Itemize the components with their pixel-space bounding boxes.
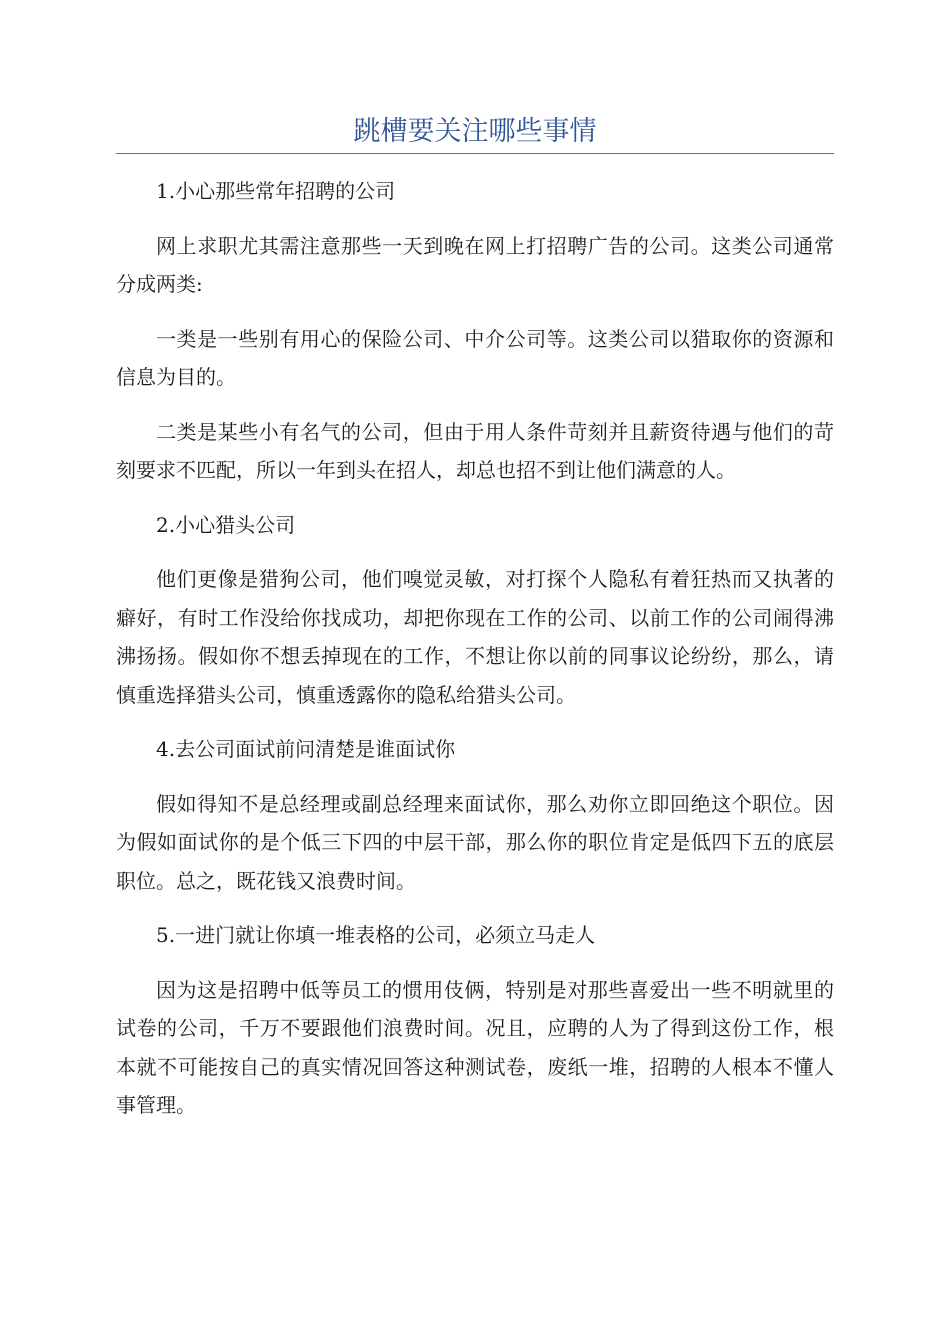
- paragraph: 他们更像是猎狗公司，他们嗅觉灵敏，对打探个人隐私有着狂热而又执著的癖好，有时工作没给你找成功，却把你现在工作的公司、以前工作的公司闹得沸沸扬扬。假如你不想丢掉现在的工作，不想让你以前的同事议论纷纷，那么，请慎重选择猎头公司，慎重透露你的隐私给猎头公司。: [116, 567, 834, 707]
- section-heading-5: 5.一进门就让你填一堆表格的公司，必须立马走人: [156, 923, 596, 947]
- section-heading-1: 1.小心那些常年招聘的公司: [156, 179, 396, 203]
- document-title: 跳槽要关注哪些事情: [353, 116, 597, 147]
- section-heading-2: 2.小心猎头公司: [156, 512, 296, 537]
- paragraph: 假如得知不是总经理或副总经理来面试你，那么劝你立即回绝这个职位。因为假如面试你的是个低三下四的中层干部，那么你的职位肯定是低四下五的底层职位。总之，既花钱又浪费时间。: [116, 791, 834, 893]
- paragraph: 二类是某些小有名气的公司，但由于用人条件苛刻并且薪资待遇与他们的苛刻要求不匹配，所以一年到头在招人，却总也招不到让他们满意的人。: [116, 419, 834, 482]
- document-body: [116, 172, 834, 1125]
- title-underline: [116, 153, 834, 154]
- paragraph: 因为这是招聘中低等员工的惯用伎俩，特别是对那些喜爱出一些不明就里的试卷的公司，千万不要跟他们浪费时间。况且，应聘的人为了得到这份工作，根本就不可能按自己的真实情况回答这种测试卷，废纸一堆，招聘的人根本不懂人事管理。: [116, 977, 834, 1117]
- section-heading-4: 4.去公司面试前问清楚是谁面试你: [156, 737, 456, 761]
- paragraph: 网上求职尤其需注意那些一天到晚在网上打招聘广告的公司。这类公司通常分成两类:: [116, 233, 834, 296]
- paragraph: 一类是一些别有用心的保险公司、中介公司等。这类公司以猎取你的资源和信息为目的。: [116, 326, 834, 389]
